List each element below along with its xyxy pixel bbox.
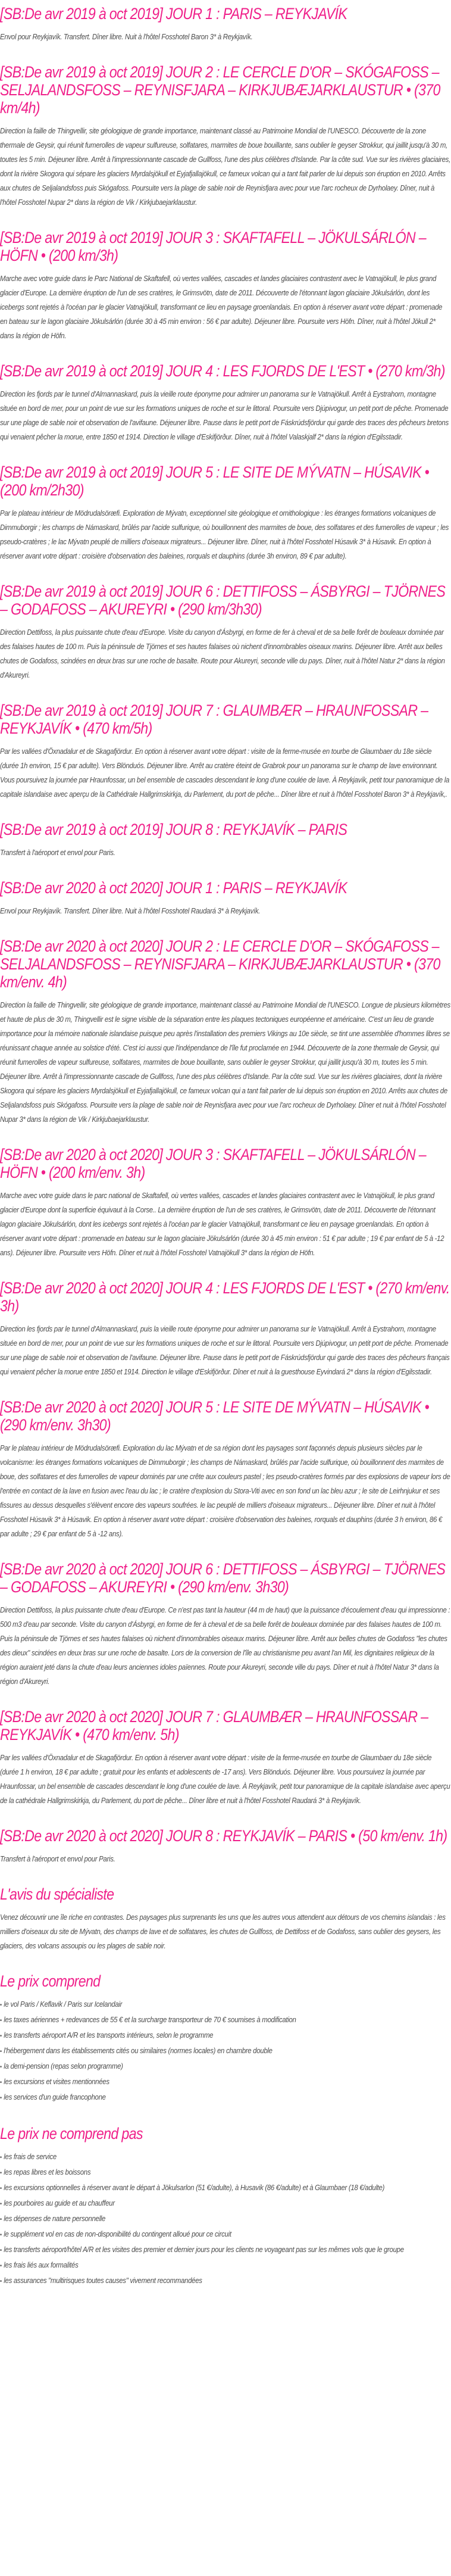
list-item-text: les frais liés aux formalités bbox=[4, 2260, 79, 2269]
list-item bbox=[0, 2090, 451, 2106]
list-item bbox=[0, 2165, 451, 2181]
day-2020-6 bbox=[0, 1555, 451, 1689]
day-2020-7 bbox=[0, 1703, 451, 1808]
list-item bbox=[0, 2044, 451, 2059]
day-description: Direction Dettifoss, la plus puissante chute d'eau d'Europe. Visite du canyon d'Ásbyrgi, en forme de fer à cheval et de sa belle forêt de bouleaux dominée par des falaises hautes de 100 m. Puis la péninsule de Tjörnes et ses hautes falaises où nichent d'innombrables oiseaux marins. Déjeuner libre. Arrêt aux belles chutes de Godafoss, scindées en deux bras sur une roche de basalte. Route pour Akureyri, seconde ville du pays. Dîner, nuit à l'hôtel Natur 2* dans la région d'Akureyri. bbox=[0, 628, 445, 679]
day-description: Direction Dettifoss, la plus puissante chute d'eau d'Europe. Ce n'est pas tant la hauteur (44 m de haut) que la puissance d'écoulement d'eau qui impressionne : 500 m3 d'eau par seconde. Visite du canyon d'Ásbyrgi, en forme de fer à cheval et de sa belle forêt de bouleaux dominée par des falaises hautes de 100 m. Puis la péninsule de Tjörnes et ses hautes falaises où nichent d'innombrables oiseaux marins. Déjeuner libre. Arrêt aux belles chutes de Godafoss "les chutes des dieux" scindées en deux bras sur une roche de basalte. Lors de la conversion de l'île au christianisme peu avant l'an Mil, les dignitaires religieux de la région auraient jeté dans la chute d'eau leurs anciennes idoles païennes. Route pour Akureyri, seconde ville du pays. Dîner et nuit à l'hôtel Natur 3* dans la région d'Akureyri. bbox=[0, 1605, 450, 1686]
bullet-icon: • bbox=[0, 2064, 2, 2070]
day-description: Direction les fjords par le tunnel d'Almannaskard, puis la vieille route éponyme pour admirer un panorama sur le Vatnajökull. Arrêt à Eystrahorn, montagne située en bord de mer, pour un point de vue sur les formations uniques de roche et sur le littoral. Poursuite vers Djúpivogur, un petit port de pêche. Promenade sur une plage de sable noir et observation de l'avifaune. Déjeuner libre. Pause dans le petit port de Fáskrúdsfjördur qui garde des traces des pêcheurs bretons qui venaient pêcher la morue, entre 1850 et 1914. Direction le village d'Eskifjörður. Dîner, nuit à l'hôtel Valaskjalf 2* dans la région d'Egilsstadir. bbox=[0, 389, 449, 441]
day-description: Marche avec votre guide dans le Parc National de Skaftafell, où vertes vallées, cascades et landes glaciaires contrastent avec le Vatnajökull, le plus grand glacier d'Europe. La dernière éruption de l'un de ses cratères, le Grimsvötn, date de 2011. Découverte de l'étonnant lagon glaciaire Jökulsárlón, dont les icebergs sont rejetés à l'océan par le glacier Vatnajökull, transformant ce lieu en paysage groenlandais. En option à réserver avant votre départ : promenade en bateau sur le lagon glaciaire Jökulsárlón (durée 30 à 45 min environ : 56 € par adulte). Déjeuner libre. Poursuite vers Höfn. Dîner, nuit à l'hôtel Jökull 2* dans la région de Höfn. bbox=[0, 274, 443, 340]
list-item bbox=[0, 2243, 451, 2258]
day-2020-1 bbox=[0, 874, 451, 918]
bullet-icon: • bbox=[0, 2033, 2, 2039]
day-description: Transfert à l'aéroport et envol pour Paris. bbox=[0, 848, 115, 857]
day-title: [SB:De avr 2019 à oct 2019] JOUR 1 : PARIS – REYKJAVÍK bbox=[0, 5, 347, 23]
day-description: Envol pour Reykjavík. Transfert. Dîner libre. Nuit à l'hôtel Fosshotel Baron 3* à Reykjavík. bbox=[0, 32, 253, 41]
day-description: Par le plateau intérieur de Mödrudalsöræfi. Exploration du lac Mývatn et de sa région dont les paysages sont façonnés depuis plusieurs siècles par le volcanisme: les étranges formations volcaniques de Dimmuborgir ; les champs de Námaskard, brûlés par l'acide sulfurique, où bouillonnent des marmites de boue, des solfatares et des fumerolles de vapeur dominés par une crête aux couleurs pastel ; les pseudo-cratères formés par des explosions de vapeur lors de l'entrée en contact de la lave en fusion avec l'eau du lac ; le cratère d'explosion du Stora-Viti avec en son fond un lac bleu azur ; le site de Leirhnjukur et ses fissures au dessus desquelles s'élèvent encore des vapeurs soufrées. le lac peuplé de milliers d'oiseaux migrateurs... Déjeuner libre. Dîner et nuit à l'hôtel Fosshotel Húsavik 3* à Húsavik. En option à réserver avant votre départ : croisière d'observation des baleines, rorquals et dauphins (durée 3 h environ, 86 € par adulte ; 29 € par enfant de 5 à -12 ans). bbox=[0, 1443, 450, 1538]
bullet-icon: • bbox=[0, 2201, 2, 2207]
day-title: [SB:De avr 2020 à oct 2020] JOUR 7 : GLAUMBÆR – HRAUNFOSSAR – REYKJAVÍK • (470 km/env. 5h) bbox=[0, 1708, 428, 1744]
list-item-text: les services d'un guide francophone bbox=[4, 2092, 106, 2101]
bullet-icon: • bbox=[0, 2095, 2, 2101]
list-item-text: les pourboires au guide et au chauffeur bbox=[4, 2198, 115, 2207]
list-item bbox=[0, 2013, 451, 2028]
day-title: [SB:De avr 2020 à oct 2020] JOUR 5 : LE SITE DE MÝVATN – HÚSAVIK • (290 km/env. 3h30) bbox=[0, 1398, 430, 1434]
day-title: [SB:De avr 2019 à oct 2019] JOUR 7 : GLAUMBÆR – HRAUNFOSSAR – REYKJAVÍK • (470 km/5h) bbox=[0, 701, 428, 737]
day-title: [SB:De avr 2020 à oct 2020] JOUR 6 : DETTIFOSS – ÁSBYRGI – TJÖRNES – GODAFOSS – AKUREYRI • (290 km/env. 3h30) bbox=[0, 1560, 446, 1596]
list-item-text: les transferts aéroport A/R et les transports intérieurs, selon le programme bbox=[4, 2031, 214, 2039]
day-description: Direction la faille de Thingvellir, site géologique de grande importance, maintenant classé au Patrimoine Mondial de l'UNESCO. Longue de plusieurs kilomètres et haute de plus de 30 m, Thingvellir est le signe visible de la séparation entre les plaques tectoniques européenne et américaine. C'est un lieu de grande importance pour la mémoire nationale islandaise puisque peu après l'installation des premiers Vikings au 10e siècle, se tint une assemblée d'hommes libres se réunissant chaque année au solstice d'été. C'est ici aussi que l'indépendance de l'île fut proclamée en 1944. Découverte de la zone thermale de Geysir, qui réunit fumerolles de vapeur sulfureuse, solfatares, marmites de boue bouillante, sans oublier le geyser Strokkur, qui jaillit jusqu'à 30 m, toutes les 5 min. Déjeuner libre. Arrêt à l'impressionnante cascade de Gullfoss, l'une des plus célèbres d'Islande. Par la côte sud. Vue sur les rivières glaciaires, dont la rivière Skogora qui sépare les glaciers Myrdalsjökull et Eyjafjallajökull, ce fameux volcan qui a tant fait parler de lui depuis son éruption en 2010. Arrêts aux chutes de Seljalandsfoss puis Skógafoss. Poursuite vers la plage de sable noir de Reynisfjara avec pour vue l'arc rocheux de Dyrholaey. Dîner et nuit à l'hôtel Fosshotel Nupar 3* dans la région de Vik / Kirkjubaejarklaustur. bbox=[0, 1000, 450, 1124]
day-description: Par les vallées d'Öxnadalur et de Skagafjördur. En option à réserver avant votre départ : visite de la ferme-musée en tourbe de Glaumbaer du 18e siècle (durée 1 h environ, 18 € par adulte ; gratuit pour les enfants et adolescents de -17 ans). Vers Blönduós. Déjeuner libre. Vous poursuivez la journée par Hraunfossar, un bel ensemble de cascades descendant le long d'une coulée de lave. À Reykjavík, petit tour panoramique de la capitale islandaise avec aperçu de la cathédrale Hallgrimskirkja, du Parlement, du port de pêche... Dîner libre et nuit à l'hôtel Fosshotel Raudará 3* à Reykjavík. bbox=[0, 1753, 450, 1805]
price-excludes-title: Le prix ne comprend pas bbox=[0, 2125, 143, 2142]
itinerary-2020 bbox=[0, 874, 451, 1866]
day-title: [SB:De avr 2019 à oct 2019] JOUR 5 : LE SITE DE MÝVATN – HÚSAVIK • (200 km/2h30) bbox=[0, 463, 430, 499]
day-title: [SB:De avr 2020 à oct 2020] JOUR 8 : REYKJAVÍK – PARIS • (50 km/env. 1h) bbox=[0, 1827, 447, 1845]
list-item-text: l'hébergement dans les établissements cités ou similaires (normes locales) en chambre double bbox=[4, 2046, 273, 2055]
price-includes-section bbox=[0, 1967, 451, 2106]
list-item bbox=[0, 2258, 451, 2274]
list-item-text: le supplément vol en cas de non-disponibilité du contingent alloué pour ce circuit bbox=[4, 2229, 231, 2238]
list-item bbox=[0, 2196, 451, 2212]
list-item-text: les repas libres et les boissons bbox=[4, 2168, 91, 2176]
day-2019-6 bbox=[0, 578, 451, 682]
list-item bbox=[0, 2028, 451, 2044]
day-description: Par le plateau intérieur de Mödrudalsöræfi. Exploration de Mývatn, exceptionnel site géologique et ornithologique : les étranges formations volcaniques de Dimmuborgir ; les champs de Námaskard, brûlés par l'acide sulfurique, où bouillonnent des marmites de boue, des solfatares et des fumerolles de vapeur ; les pseudo-cratères ; le lac Mývatn peuplé de milliers d'oiseaux migrateurs... Déjeuner libre. Dîner, nuit à l'hôtel Fosshotel Húsavik 3* à Húsavik. En option à réserver avant votre départ : croisière d'observation des baleines, rorquals et dauphins (durée 3h environ, 89 € par adulte). bbox=[0, 509, 449, 560]
bullet-icon: • bbox=[0, 2247, 2, 2254]
day-description: Envol pour Reykjavík. Transfert. Dîner libre. Nuit à l'hôtel Fosshotel Raudará 3* à Reykjavík. bbox=[0, 906, 261, 915]
bullet-icon: • bbox=[0, 2263, 2, 2269]
list-item bbox=[0, 1997, 451, 2013]
bullet-icon: • bbox=[0, 2048, 2, 2055]
day-2020-2 bbox=[0, 933, 451, 1127]
day-title: [SB:De avr 2019 à oct 2019] JOUR 8 : REYKJAVÍK – PARIS bbox=[0, 821, 347, 838]
day-description: Marche avec votre guide dans le parc national de Skaftafell, où vertes vallées, cascades et landes glaciaires contrastent avec le Vatnajökull, le plus grand glacier d'Europe dont la superficie équivaut à la Corse.. La dernière éruption de l'un de ses cratères, le Grimsvötn, date de 2011. Découverte de l'étonnant lagon glaciaire Jökulsárlón, dont les icebergs sont rejetés à l'océan par le glacier Vatnajökull, transformant ce lieu en paysage groenlandais. En option à réserver avant votre départ : promenade en bateau sur le lagon glaciaire Jökulsárlón (durée 30 à 45 min environ : 51 € par adulte ; 19 € par enfant de 5 à -12 ans). Déjeuner libre. Poursuite vers Höfn. Dîner et nuit à l'hôtel Fosshotel Vatnajökull 3* dans la région de Höfn. bbox=[0, 1191, 444, 1257]
bullet-icon: • bbox=[0, 2017, 2, 2024]
list-item-text: les dépenses de nature personnelle bbox=[4, 2214, 106, 2223]
list-item-text: les frais de service bbox=[4, 2152, 57, 2161]
price-includes-title: Le prix comprend bbox=[0, 1972, 101, 1990]
day-2020-4 bbox=[0, 1274, 451, 1379]
list-item bbox=[0, 2150, 451, 2165]
day-2019-4 bbox=[0, 357, 451, 444]
bullet-icon: • bbox=[0, 2278, 2, 2285]
day-description: Transfert à l'aéroport et envol pour Paris. bbox=[0, 1854, 115, 1863]
price-excludes-section bbox=[0, 2120, 451, 2289]
day-2019-5 bbox=[0, 459, 451, 563]
list-item bbox=[0, 2075, 451, 2090]
itinerary-2019 bbox=[0, 0, 451, 860]
list-item-text: les taxes aériennes + redevances de 55 € et la surcharge transporteur de 70 € soumises à modification bbox=[4, 2015, 296, 2024]
list-item-text: les assurances "multirisques toutes causes" vivement recommandées bbox=[4, 2276, 202, 2285]
day-2020-8 bbox=[0, 1822, 451, 1866]
list-item-text: les excursions optionnelles à réserver avant le départ à Jökulsarlon (51 €/adulte), à Husavik (86 €/adulte) et à Glaumbaer (18 €/adulte) bbox=[4, 2183, 385, 2192]
day-2019-3 bbox=[0, 224, 451, 343]
bullet-icon: • bbox=[0, 2216, 2, 2223]
day-title: [SB:De avr 2020 à oct 2020] JOUR 3 : SKAFTAFELL – JÖKULSÁRLÓN – HÖFN • (200 km/env. 3h) bbox=[0, 1146, 426, 1181]
list-item bbox=[0, 2212, 451, 2227]
day-2019-1 bbox=[0, 0, 451, 44]
day-title: [SB:De avr 2020 à oct 2020] JOUR 4 : LES FJORDS DE L'EST • (270 km/env. 3h) bbox=[0, 1279, 450, 1315]
bullet-icon: • bbox=[0, 2002, 2, 2009]
bullet-icon: • bbox=[0, 2232, 2, 2238]
list-item bbox=[0, 2227, 451, 2243]
day-description: Direction la faille de Thingvellir, site géologique de grande importance, maintenant classé au Patrimoine Mondial de l'UNESCO. Découverte de la zone thermale de Geysir, qui réunit fumerolles de vapeur sulfureuse, solfatares, marmites de boue bouillante, sans oublier le geyser Strokkur, qui jaillit jusqu'à 30 m, toutes les 5 min. Déjeuner libre. Arrêt à l'impressionnante cascade de Gullfoss, l'une des plus célèbres d'Islande. Par la côte sud. Vue sur les rivières glaciaires, dont la rivière Skogora qui sépare les glaciers Myrdalsjökull et Eyjafjallajökull, ce fameux volcan qui a tant fait parler de lui depuis son éruption en 2010. Arrêts aux chutes de Seljalandsfoss puis Skógafoss. Poursuite vers la plage de sable noir de Reynisfjara avec pour vue l'arc rocheux de Dyrholaey. Dîner, nuit à l'hôtel Fosshotel Nupar 2* dans la région de Vik / Kirkjubaejarklaustur. bbox=[0, 126, 450, 207]
price-includes-list bbox=[0, 1997, 451, 2106]
specialist-title: L'avis du spécialiste bbox=[0, 1885, 114, 1903]
list-item bbox=[0, 2181, 451, 2196]
day-description: Par les vallées d'Öxnadalur et de Skagafjördur. En option à réserver avant votre départ : visite de la ferme-musée en tourbe de Glaumbaer du 18e siècle (durée 1h environ, 15 € par adulte). Vers Blönduós. Déjeuner libre. Arrêt au cratère éteint de Grabrok pour un panorama sur le champ de lave environnant. Vous poursuivez la journée par Hraunfossar, un bel ensemble de cascades descendant le long d'une coulée de lave. À Reykjavík, petit tour panoramique de la capitale islandaise avec aperçu de la Cathédrale Hallgrimskirkja, du Parlement, du port de pêche... Dîner libre et nuit à l'hôtel Fosshotel Baron 3* à Reykjavík,. bbox=[0, 747, 449, 799]
day-description: Direction les fjords par le tunnel d'Almannaskard, puis la vieille route éponyme pour admirer un panorama sur le Vatnajökull. Arrêt à Eystrahorn, montagne située en bord de mer, pour un point de vue sur les formations uniques de roche et sur le littoral. Poursuite vers Djúpivogur, un petit port de pêche. Promenade sur une plage de sable noir et observation de l'avifaune. Déjeuner libre. Pause dans le petit port de Fáskrúdsfjördur qui garde des traces des pêcheurs français qui venaient pêcher la morue entre 1850 et 1914. Direction le village d'Eskifjörður. Dîner et nuit à la guesthouse Eyvindará 2* dans la région d'Egilsstadir. bbox=[0, 1324, 450, 1376]
day-title: [SB:De avr 2020 à oct 2020] JOUR 2 : LE CERCLE D'OR – SKÓGAFOSS – SELJALANDSFOSS – REYNISFJARA – KIRKJUBÆJARKLAUSTUR • (370 km/env. 4h) bbox=[0, 937, 440, 991]
day-2020-3 bbox=[0, 1141, 451, 1260]
day-title: [SB:De avr 2019 à oct 2019] JOUR 4 : LES FJORDS DE L'EST • (270 km/3h) bbox=[0, 362, 445, 380]
day-title: [SB:De avr 2019 à oct 2019] JOUR 6 : DETTIFOSS – ÁSBYRGI – TJÖRNES – GODAFOSS – AKUREYRI • (290 km/3h30) bbox=[0, 582, 446, 618]
specialist-text: Venez découvrir une île riche en contrastes. Des paysages plus surprenants les uns que les autres vous attendent aux détours de vos chemins islandais : les milliers d'oiseaux du site de Mývatn, des champs de lave et de solfatares, les chutes de Gullfoss, de Dettifoss et de Godafoss, sans oublier des geysers, les glaciers, des volcans assoupis ou les plages de sable noir. bbox=[0, 1913, 446, 1950]
day-2019-7 bbox=[0, 697, 451, 802]
bullet-icon: • bbox=[0, 2154, 2, 2161]
day-title: [SB:De avr 2020 à oct 2020] JOUR 1 : PARIS – REYKJAVÍK bbox=[0, 879, 347, 897]
day-title: [SB:De avr 2019 à oct 2019] JOUR 3 : SKAFTAFELL – JÖKULSÁRLÓN – HÖFN • (200 km/3h) bbox=[0, 229, 426, 264]
list-item-text: la demi-pension (repas selon programme) bbox=[4, 2062, 123, 2070]
list-item-text: le vol Paris / Keflavik / Paris sur Icelandair bbox=[4, 2000, 123, 2009]
bullet-icon: • bbox=[0, 2079, 2, 2086]
price-excludes-list bbox=[0, 2150, 451, 2289]
specialist-section bbox=[0, 1880, 451, 1953]
bullet-icon: • bbox=[0, 2185, 2, 2192]
list-item bbox=[0, 2274, 451, 2289]
list-item-text: les transferts aéroport/hôtel A/R et les visites des premier et dernier jours pour les clients ne voyageant pas sur les mêmes vols que le groupe bbox=[4, 2245, 404, 2254]
list-item-text: les excursions et visites mentionnées bbox=[4, 2077, 109, 2086]
day-2019-2 bbox=[0, 58, 451, 210]
bullet-icon: • bbox=[0, 2170, 2, 2176]
list-item bbox=[0, 2059, 451, 2075]
day-2020-5 bbox=[0, 1393, 451, 1541]
day-title: [SB:De avr 2019 à oct 2019] JOUR 2 : LE CERCLE D'OR – SKÓGAFOSS – SELJALANDSFOSS – REYNISFJARA – KIRKJUBÆJARKLAUSTUR • (370 km/4h) bbox=[0, 63, 440, 117]
day-2019-8 bbox=[0, 816, 451, 860]
